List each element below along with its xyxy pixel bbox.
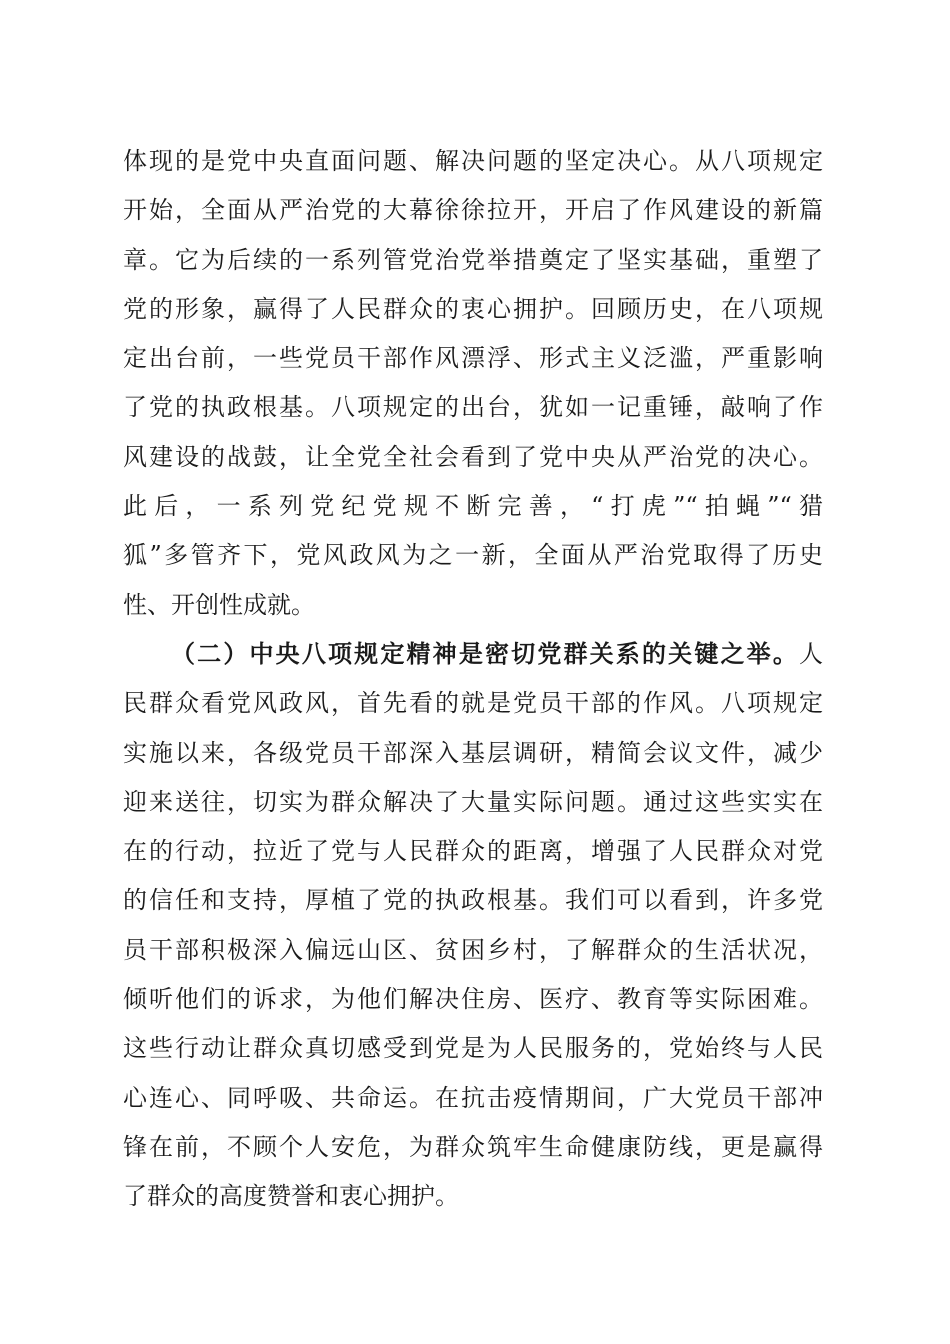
text-line: 了群众的高度赞誉和衷心拥护。	[123, 1182, 459, 1211]
section-heading: （二）中央八项规定精神是密切党群关系的关键之举。	[171, 639, 799, 668]
text-line: 风建设的战鼓，让全党全社会看到了党中央从严治党的决心。	[123, 442, 823, 471]
text-line: 体现的是党中央直面问题、解决问题的坚定决心。从八项规定	[123, 147, 823, 175]
text-line: 员干部积极深入偏远山区、贫困乡村，了解群众的生活状况，	[123, 935, 823, 964]
text-line: 锋在前，不顾个人安危，为群众筑牢生命健康防线，更是赢得	[123, 1132, 823, 1161]
text-line: 在的行动，拉近了党与人民群众的距离，增强了人民群众对党	[123, 837, 823, 866]
paragraph-1	[123, 137, 823, 630]
paragraph-2	[123, 630, 823, 1222]
text-line: 实施以来，各级党员干部深入基层调研，精简会议文件，减少	[123, 738, 823, 767]
text-line: 倾听他们的诉求，为他们解决住房、医疗、教育等实际困难。	[123, 985, 823, 1014]
document-body	[123, 137, 823, 1222]
text-line: 迎来送往，切实为群众解决了大量实际问题。通过这些实实在	[123, 787, 823, 816]
text-line: 民群众看党风政风，首先看的就是党员干部的作风。八项规定	[123, 689, 823, 718]
text-line: 的信任和支持，厚植了党的执政根基。我们可以看到，许多党	[123, 886, 823, 915]
paragraph-heading-line	[123, 630, 823, 679]
text-line: 狐”多管齐下，党风政风为之一新，全面从严治党取得了历史	[123, 541, 823, 570]
text-line: 了党的执政根基。八项规定的出台，犹如一记重锤，敲响了作	[123, 393, 823, 422]
text-line: 党的形象，赢得了人民群众的衷心拥护。回顾历史，在八项规	[123, 294, 823, 323]
text-line: 章。它为后续的一系列管党治党举措奠定了坚实基础，重塑了	[123, 245, 823, 274]
heading-line-continuation: 人	[799, 639, 823, 668]
text-line: 性、开创性成就。	[123, 590, 315, 619]
text-line: 开始，全面从严治党的大幕徐徐拉开，开启了作风建设的新篇	[123, 196, 823, 225]
text-line: 心连心、同呼吸、共命运。在抗击疫情期间，广大党员干部冲	[123, 1083, 823, 1112]
text-line: 定出台前，一些党员干部作风漂浮、形式主义泛滥，严重影响	[123, 344, 823, 373]
text-line: 此后，一系列党纪党规不断完善，“打虎”“拍蝇”“猎	[123, 492, 823, 521]
text-line: 这些行动让群众真切感受到党是为人民服务的，党始终与人民	[123, 1034, 823, 1063]
